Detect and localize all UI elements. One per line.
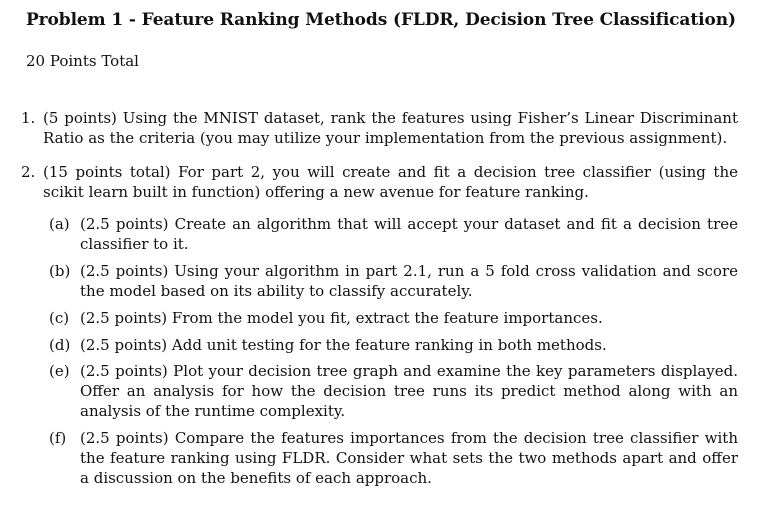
problem-title: Problem 1 - Feature Ranking Methods (FLDR, Decision Tree Classification) <box>26 10 736 30</box>
subitem-label: (a) <box>49 215 70 233</box>
subitem-text: (2.5 points) Plot your decision tree graph and examine the key parameters displayed. Offer an analysis for how the decision tree runs its predict method along with an analysis of the runtime complexity. <box>80 362 738 420</box>
subitem-label: (f) <box>49 429 67 447</box>
subitem-f <box>49 428 738 488</box>
list-item-2 <box>21 162 738 202</box>
list-item-text: (15 points total) For part 2, you will create and fit a decision tree classifier (using the scikit learn built in function) offering a new avenue for feature ranking. <box>43 163 738 201</box>
points-total: 20 Points Total <box>26 52 139 70</box>
subitem-text: (2.5 points) Create an algorithm that will accept your dataset and fit a decision tree classifier to it. <box>80 215 738 253</box>
subitem-text: (2.5 points) Add unit testing for the feature ranking in both methods. <box>80 336 607 354</box>
subitem-text: (2.5 points) From the model you fit, extract the feature importances. <box>80 309 603 327</box>
subitem-label: (c) <box>49 309 70 327</box>
list-item-number: 1. <box>21 109 36 127</box>
subitem-label: (b) <box>49 262 71 280</box>
subitem-label: (e) <box>49 362 70 380</box>
subitem-d <box>49 335 738 355</box>
subitem-a <box>49 214 738 254</box>
subitem-c <box>49 308 738 328</box>
list-item-1 <box>21 108 738 148</box>
subitem-text: (2.5 points) Compare the features importances from the decision tree classifier with the feature ranking using FLDR. Consider what sets the two methods apart and offer a discussion on the benefits of each approach. <box>80 429 738 487</box>
list-item-number: 2. <box>21 163 36 181</box>
subitem-text: (2.5 points) Using your algorithm in part 2.1, run a 5 fold cross validation and score the model based on its ability to classify accurately. <box>80 262 738 300</box>
subitem-b <box>49 261 738 301</box>
list-item-text: (5 points) Using the MNIST dataset, rank the features using Fisher’s Linear Discriminant Ratio as the criteria (you may utilize your implementation from the previous assignment). <box>43 109 738 147</box>
subitem-label: (d) <box>49 336 71 354</box>
subitem-e <box>49 361 738 421</box>
